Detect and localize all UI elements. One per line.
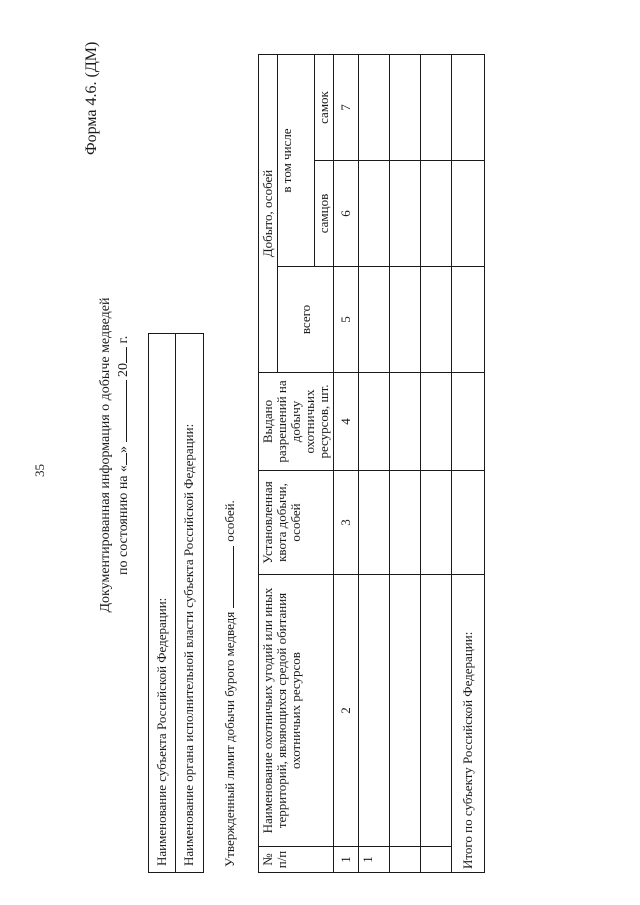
header-males: самцов xyxy=(315,161,334,267)
table-cell[interactable] xyxy=(359,373,390,471)
total-cell[interactable] xyxy=(452,55,485,161)
subtitle-prefix: по состоянию на « xyxy=(116,464,131,575)
col-number: 1 xyxy=(334,847,359,873)
limit-suffix: особей. xyxy=(222,500,237,542)
table-cell[interactable] xyxy=(421,161,452,267)
table-cell[interactable] xyxy=(421,847,452,873)
table-row xyxy=(390,55,421,873)
limit-blank[interactable] xyxy=(222,546,234,608)
table-cell[interactable] xyxy=(359,471,390,575)
col-number: 3 xyxy=(334,471,359,575)
limit-prefix: Утвержденный лимит добычи бурого медведя xyxy=(222,611,237,867)
table-cell[interactable] xyxy=(390,575,421,847)
total-cell[interactable] xyxy=(452,267,485,373)
subtitle-mid: » xyxy=(116,445,131,453)
table-cell[interactable] xyxy=(390,847,421,873)
row-number: 1 xyxy=(359,847,390,873)
table-row xyxy=(359,55,390,873)
subject-info-box xyxy=(148,333,204,873)
subtitle-year: 20 xyxy=(116,362,131,377)
header-permits: Выдано разрешений на добычу охотничьих ресурсов, шт. xyxy=(259,373,334,471)
header-num: № п/п xyxy=(259,847,334,873)
total-label: Итого по субъекту Российской Федерации: xyxy=(452,575,485,873)
bear-limit-line xyxy=(222,500,237,867)
document-subtitle xyxy=(114,336,131,575)
subtitle-suffix: г. xyxy=(116,335,131,344)
total-cell[interactable] xyxy=(452,373,485,471)
total-cell[interactable] xyxy=(452,161,485,267)
document-title: Документированная информация о добыче медведей xyxy=(98,297,113,613)
header-territory: Наименование охотничьих угодий или иных территорий, являющихся средой обитания охотничьих ресурсов xyxy=(259,575,334,847)
subject-name-field[interactable] xyxy=(149,334,176,872)
col-number: 5 xyxy=(334,267,359,373)
table-row xyxy=(421,55,452,873)
col-number: 2 xyxy=(334,575,359,847)
col-number: 4 xyxy=(334,373,359,471)
column-number-row xyxy=(334,55,359,873)
page-number: 35 xyxy=(32,464,47,477)
table-cell[interactable] xyxy=(390,373,421,471)
col-number: 6 xyxy=(334,161,359,267)
total-row xyxy=(452,55,485,873)
total-cell[interactable] xyxy=(452,471,485,575)
table-cell[interactable] xyxy=(421,267,452,373)
table-cell[interactable] xyxy=(359,161,390,267)
header-including: в том числе xyxy=(278,55,315,267)
table-cell[interactable] xyxy=(421,471,452,575)
table-cell[interactable] xyxy=(421,575,452,847)
table-cell[interactable] xyxy=(390,55,421,161)
table-cell[interactable] xyxy=(421,55,452,161)
header-harvested: Добыто, особей xyxy=(259,55,278,373)
header-females: самок xyxy=(315,55,334,161)
table-cell[interactable] xyxy=(359,575,390,847)
header-quota: Установленная квота добычи, особей xyxy=(259,471,334,575)
day-blank xyxy=(114,453,127,465)
col-number: 7 xyxy=(334,55,359,161)
table-cell[interactable] xyxy=(421,373,452,471)
bear-harvest-table xyxy=(258,54,485,873)
authority-name-label: Наименование органа исполнительной власти субъекта Российской Федерации: xyxy=(181,423,196,866)
year-blank xyxy=(114,347,127,363)
header-total: всего xyxy=(278,267,334,373)
table-cell[interactable] xyxy=(359,55,390,161)
table-cell[interactable] xyxy=(359,267,390,373)
table-cell[interactable] xyxy=(390,267,421,373)
table-cell[interactable] xyxy=(390,471,421,575)
table-cell[interactable] xyxy=(390,161,421,267)
header-row-1 xyxy=(259,55,278,873)
month-blank xyxy=(114,380,127,442)
subject-name-label: Наименование субъекта Российской Федерации: xyxy=(154,597,169,866)
authority-name-field[interactable] xyxy=(176,334,203,872)
form-code: Форма 4.6. (ДМ) xyxy=(83,41,100,155)
